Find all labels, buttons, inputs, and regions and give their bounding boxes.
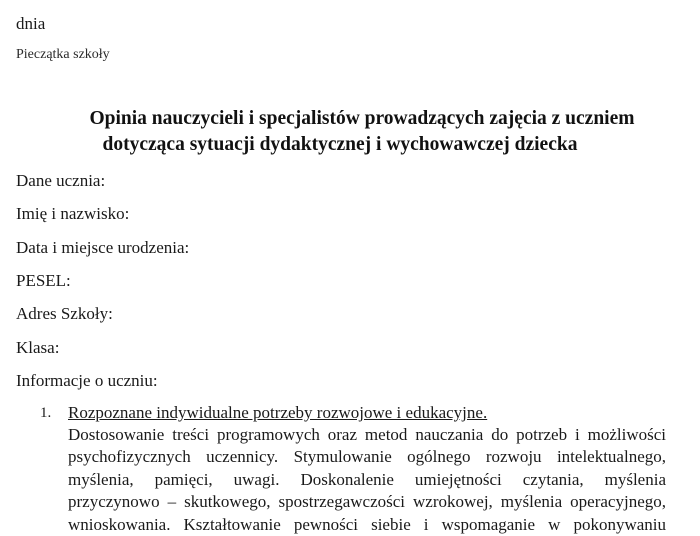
document-title-line-1: Opinia nauczycieli i specjalistów prowadzących zajęcia z uczniem	[89, 108, 635, 129]
paragraph-line: myślenia, pamięci, uwagi. Doskonalenie umiejętności czytania, myślenia	[68, 469, 666, 489]
document-title-line-2: dotycząca sytuacji dydaktycznej i wychowawczej dziecka	[102, 134, 578, 155]
field-class: Klasa:	[16, 338, 60, 357]
paragraph-line: przyczynowo – skutkowego, spostrzegawczości wzrokowej, myślenia operacyjnego,	[68, 492, 666, 512]
field-student-data: Dane ucznia:	[16, 171, 106, 190]
field-student-info: Informacje o uczniu:	[16, 371, 158, 390]
field-full-name: Imię i nazwisko:	[16, 204, 130, 223]
field-pesel: PESEL:	[16, 271, 71, 290]
paragraph-line: psychofizycznych uczennicy. Stymulowanie ogólnego rozwoju intelektualnego,	[68, 447, 666, 467]
list-item-paragraph	[68, 424, 666, 536]
list-item-number: 1.	[40, 405, 52, 421]
paragraph-line: Dostosowanie treści programowych oraz metod nauczania do potrzeb i możliwości	[68, 425, 666, 444]
paragraph-line: wnioskowania. Kształtowanie pewności siebie i wspomaganie w pokonywaniu	[68, 514, 666, 534]
field-school-address: Adres Szkoły:	[16, 304, 113, 323]
school-stamp-label: Pieczątka szkoły	[16, 47, 110, 62]
date-label: dnia	[16, 14, 46, 33]
list-item-heading: Rozpoznane indywidualne potrzeby rozwojowe i edukacyjne.	[68, 403, 488, 422]
field-birth-date-place: Data i miejsce urodzenia:	[16, 238, 190, 257]
